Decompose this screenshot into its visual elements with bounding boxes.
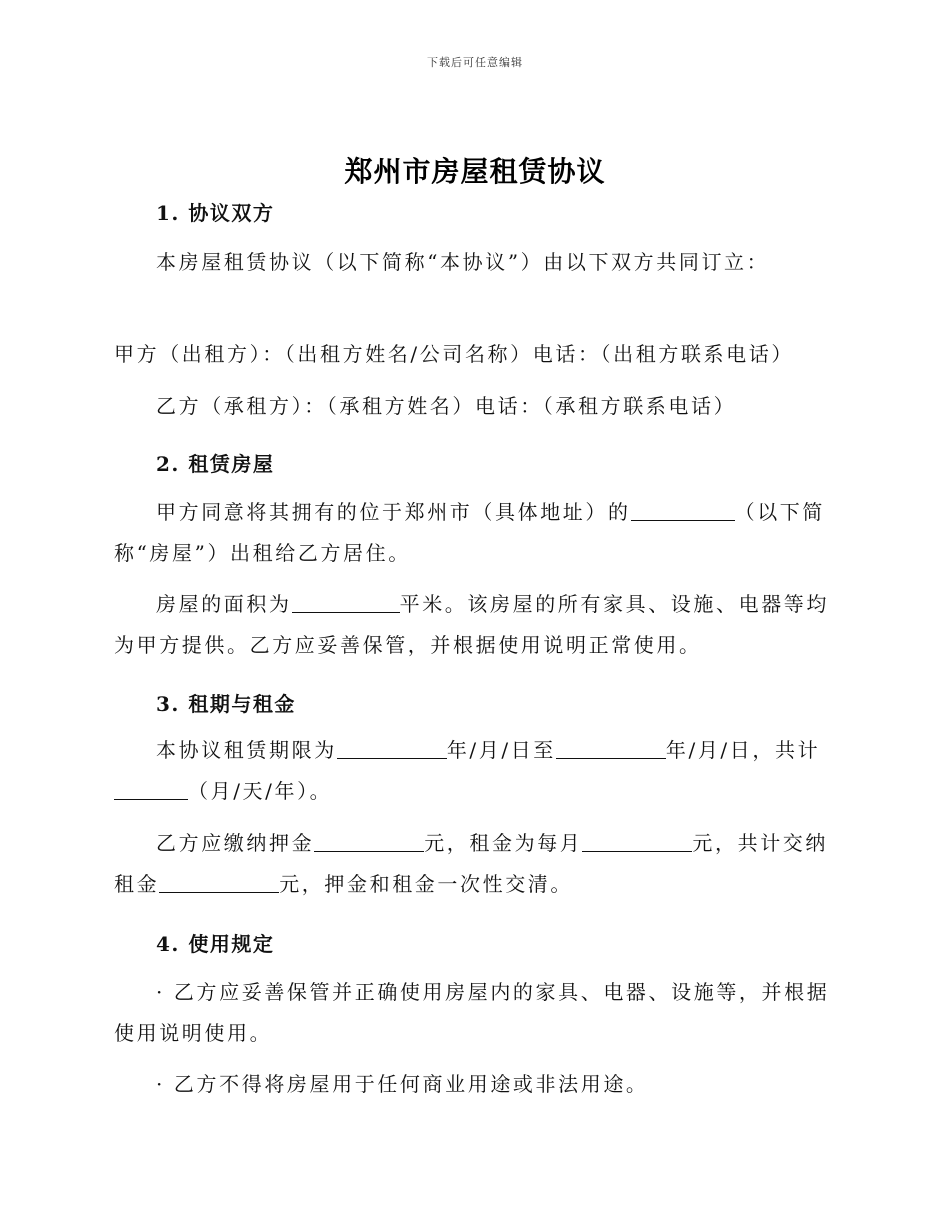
section-heading-4: 4. 使用规定 [156,932,275,956]
total-rent-blank[interactable] [159,870,279,893]
address-blank[interactable] [631,498,735,521]
section-1-paragraph-2-text: 甲方（出租方）：（出租方姓名/公司名称）电话：（出租方联系电话） [114,342,794,366]
section-1-paragraph-1 [114,242,834,283]
end-date-blank[interactable] [556,736,666,759]
section-2-paragraph-1 [114,492,834,574]
area-blank[interactable] [292,590,400,613]
section-4-bullet-1 [114,972,834,1054]
section-3-paragraph-2-text-b: 元，租金为每月 [424,831,583,855]
section-2-paragraph-1-text-b: （以下简称“房屋”）出租给乙方居住。 [114,500,826,565]
section-3-paragraph-2-text-c: 元，共计交纳租金 [114,831,829,896]
duration-blank[interactable] [114,777,188,800]
section-3-paragraph-1-text-b: 年/月/日至 [446,738,556,762]
deposit-blank[interactable] [314,829,424,852]
section-2-paragraph-2 [114,584,834,666]
section-3-paragraph-1 [114,730,834,812]
section-3-paragraph-1-text-a: 本协议租赁期限为 [156,738,337,762]
section-heading-2: 2. 租赁房屋 [156,452,275,476]
section-4-bullet-1-text: · 乙方应妥善保管并正确使用房屋内的家具、电器、设施等，并根据使用说明使用。 [114,980,830,1045]
section-2-paragraph-1-text-a: 甲方同意将其拥有的位于郑州市（具体地址）的 [156,500,631,524]
section-3-paragraph-1-text-d: （月/天/年）。 [188,779,333,803]
header-note: 下载后可任意编辑 [427,56,523,69]
section-2-paragraph-2-text-a: 房屋的面积为 [156,592,292,616]
monthly-rent-blank[interactable] [582,829,692,852]
section-heading-1: 1. 协议双方 [156,201,275,225]
start-date-blank[interactable] [337,736,447,759]
section-1-paragraph-2 [114,293,834,375]
section-4-bullet-2-text: · 乙方不得将房屋用于任何商业用途或非法用途。 [156,1072,649,1096]
section-3-paragraph-2-text-d: 元，押金和租金一次性交清。 [279,872,574,896]
section-1-paragraph-3-text: 乙方（承租方）：（承租方姓名）电话：（承租方联系电话） [156,394,737,418]
section-3-paragraph-1-text-c: 年/月/日，共计 [665,738,821,762]
section-heading-3: 3. 租期与租金 [156,692,296,716]
section-3-paragraph-2-text-a: 乙方应缴纳押金 [156,831,315,855]
section-2-paragraph-2-text-b: 平米。该房屋的所有家具、设施、电器等均为甲方提供。乙方应妥善保管，并根据使用说明正常使用。 [114,592,830,657]
section-1-paragraph-3 [114,386,834,427]
section-1-paragraph-1-text: 本房屋租赁协议（以下简称“本协议”）由以下双方共同订立： [156,250,770,274]
section-3-paragraph-2 [114,823,834,905]
document-title: 郑州市房屋租赁协议 [344,155,606,188]
section-4-bullet-2 [114,1064,834,1105]
